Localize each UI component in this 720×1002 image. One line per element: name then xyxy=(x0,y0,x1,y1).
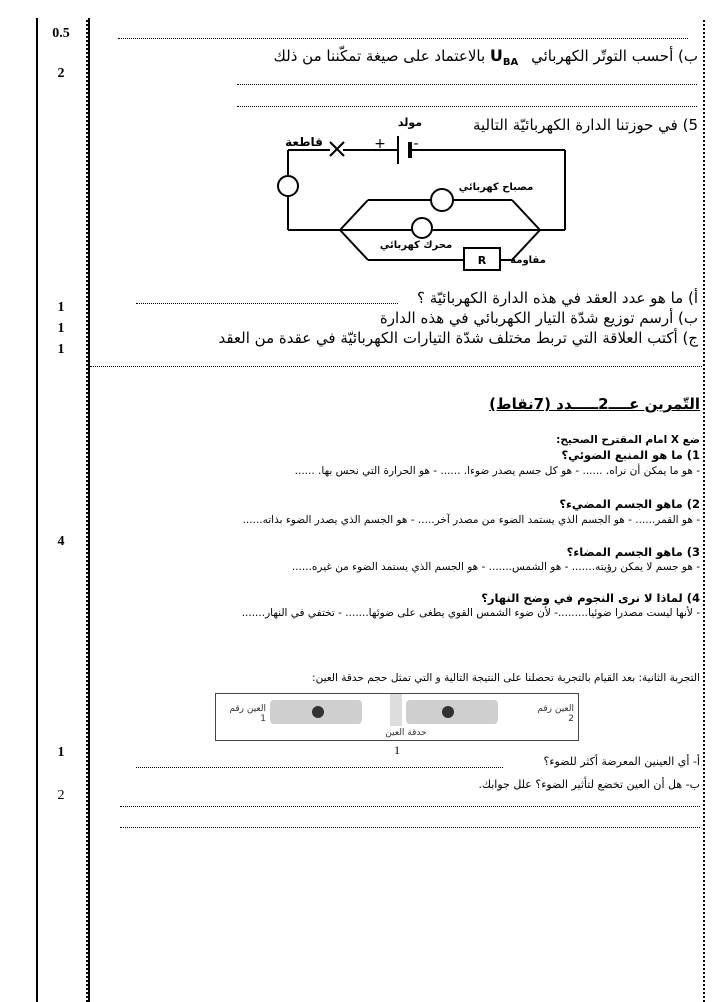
part-b-question xyxy=(274,46,698,68)
q5-c: ج) أكتب العلاقة التي تربط مختلف شدّة التيارات الكهربائيّة في عقدة من العقد xyxy=(218,329,698,347)
answer-line xyxy=(120,806,700,807)
question-2-options: - هو القمر...... - هو الجسم الذي يستمد الضوء من مصدر آخر..... - هو الجسم الذي يصدر الضوء بذاته...... xyxy=(242,514,700,526)
q5-a: أ) ما هو عدد العقد في هذه الدارة الكهربائيّة ؟ xyxy=(417,289,698,307)
minus-label: - xyxy=(413,136,419,152)
mark-value: 1 xyxy=(57,342,65,357)
question-3: 3) ماهو الجسم المضاء؟ xyxy=(566,545,700,559)
experiment-2-text: التجربة الثانية: بعد القيام بالتجربة تحصلنا على النتيجة التالية و التي تمثل حجم حدقة العين: xyxy=(312,672,700,684)
answer-line xyxy=(118,38,688,39)
q5-b: ب) أرسم توزيع شدّة التيار الكهربائي في هذه الدارة xyxy=(379,309,698,327)
figure-number: 1 xyxy=(394,743,400,757)
pupil-label: حدقة العين xyxy=(385,728,427,738)
mark-value: 2 xyxy=(57,788,65,803)
voltage-symbol: $U_{BA}$ xyxy=(489,46,519,68)
eye-image xyxy=(270,700,362,724)
lamp-label: مصباح كهربائي xyxy=(458,182,534,193)
q5-title: 5) في حوزتنا الدارة الكهربائيّة التالية xyxy=(472,116,698,134)
mark-value: 1 xyxy=(57,321,65,336)
mark-value: 0.5 xyxy=(52,26,70,41)
mark-value: 1 xyxy=(57,745,65,760)
mark-value: 2 xyxy=(57,66,65,81)
mark-value: 4 xyxy=(57,534,65,549)
instruction: ضع X امام المقترح الصحيح: xyxy=(556,434,700,446)
right-hatch xyxy=(703,18,705,1002)
question-b: ب- هل أن العين تخضع لتأثير الضوء؟ علل جوابك. xyxy=(478,778,700,791)
margin-hatch xyxy=(86,18,88,1002)
generator-label: مولد xyxy=(397,116,423,129)
eye-2-label: العين رقم 2 xyxy=(537,704,574,724)
eye-1-label: العين رقم 1 xyxy=(229,704,266,724)
eye-image xyxy=(406,700,498,724)
motor-label: محرك كهربائي xyxy=(379,240,453,251)
part-b-prefix: ب) أحسب التوتّر الكهربائي xyxy=(531,47,698,65)
question-4: 4) لماذا لا نرى النجوم في وضح النهار؟ xyxy=(481,591,700,605)
question-3-options: - هو جسم لا يمكن رؤيته....... - هو الشمس....... - هو الجسم الذي يستمد الضوء من غيره...... xyxy=(291,561,700,573)
answer-line xyxy=(237,84,697,85)
answer-line xyxy=(120,827,700,828)
question-1-options: - هو ما يمكن أن نراه. ...... - هو كل جسم يصدر ضوءا. ...... - هو الحرارة التي نحس بها. ...... xyxy=(294,465,700,477)
question-a: أ- أي العينين المعرضة أكثر للضوء؟ xyxy=(543,755,700,768)
resistor-label: مقاومة xyxy=(510,255,546,266)
part-b-suffix: بالاعتماد على صيغة تمكّننا من ذلك xyxy=(273,47,486,65)
switch-label: قاطعة xyxy=(285,135,323,149)
mark-value: 1 xyxy=(57,300,65,315)
answer-line xyxy=(237,106,697,107)
answer-line xyxy=(90,366,702,367)
question-1: 1) ما هو المنبع الضوئي؟ xyxy=(561,448,700,462)
question-2: 2) ماهو الجسم المضيء؟ xyxy=(559,497,700,511)
answer-line xyxy=(136,767,503,768)
question-4-options: - لأنها ليست مصدرا ضوئيا.........- لأن ضوء الشمس القوي يطغى على ضوئها....... - تختفي في النهار....... xyxy=(241,607,700,619)
answer-line xyxy=(136,303,398,304)
eyes-figure xyxy=(215,693,579,741)
margin-frame xyxy=(36,18,90,1002)
plus-label: + xyxy=(374,136,386,152)
exercise-2-title: التّمرين عــــ2ـــــدد (7نقاط) xyxy=(489,395,700,413)
resistor-symbol: R xyxy=(477,254,487,267)
circuit-diagram xyxy=(260,110,580,280)
